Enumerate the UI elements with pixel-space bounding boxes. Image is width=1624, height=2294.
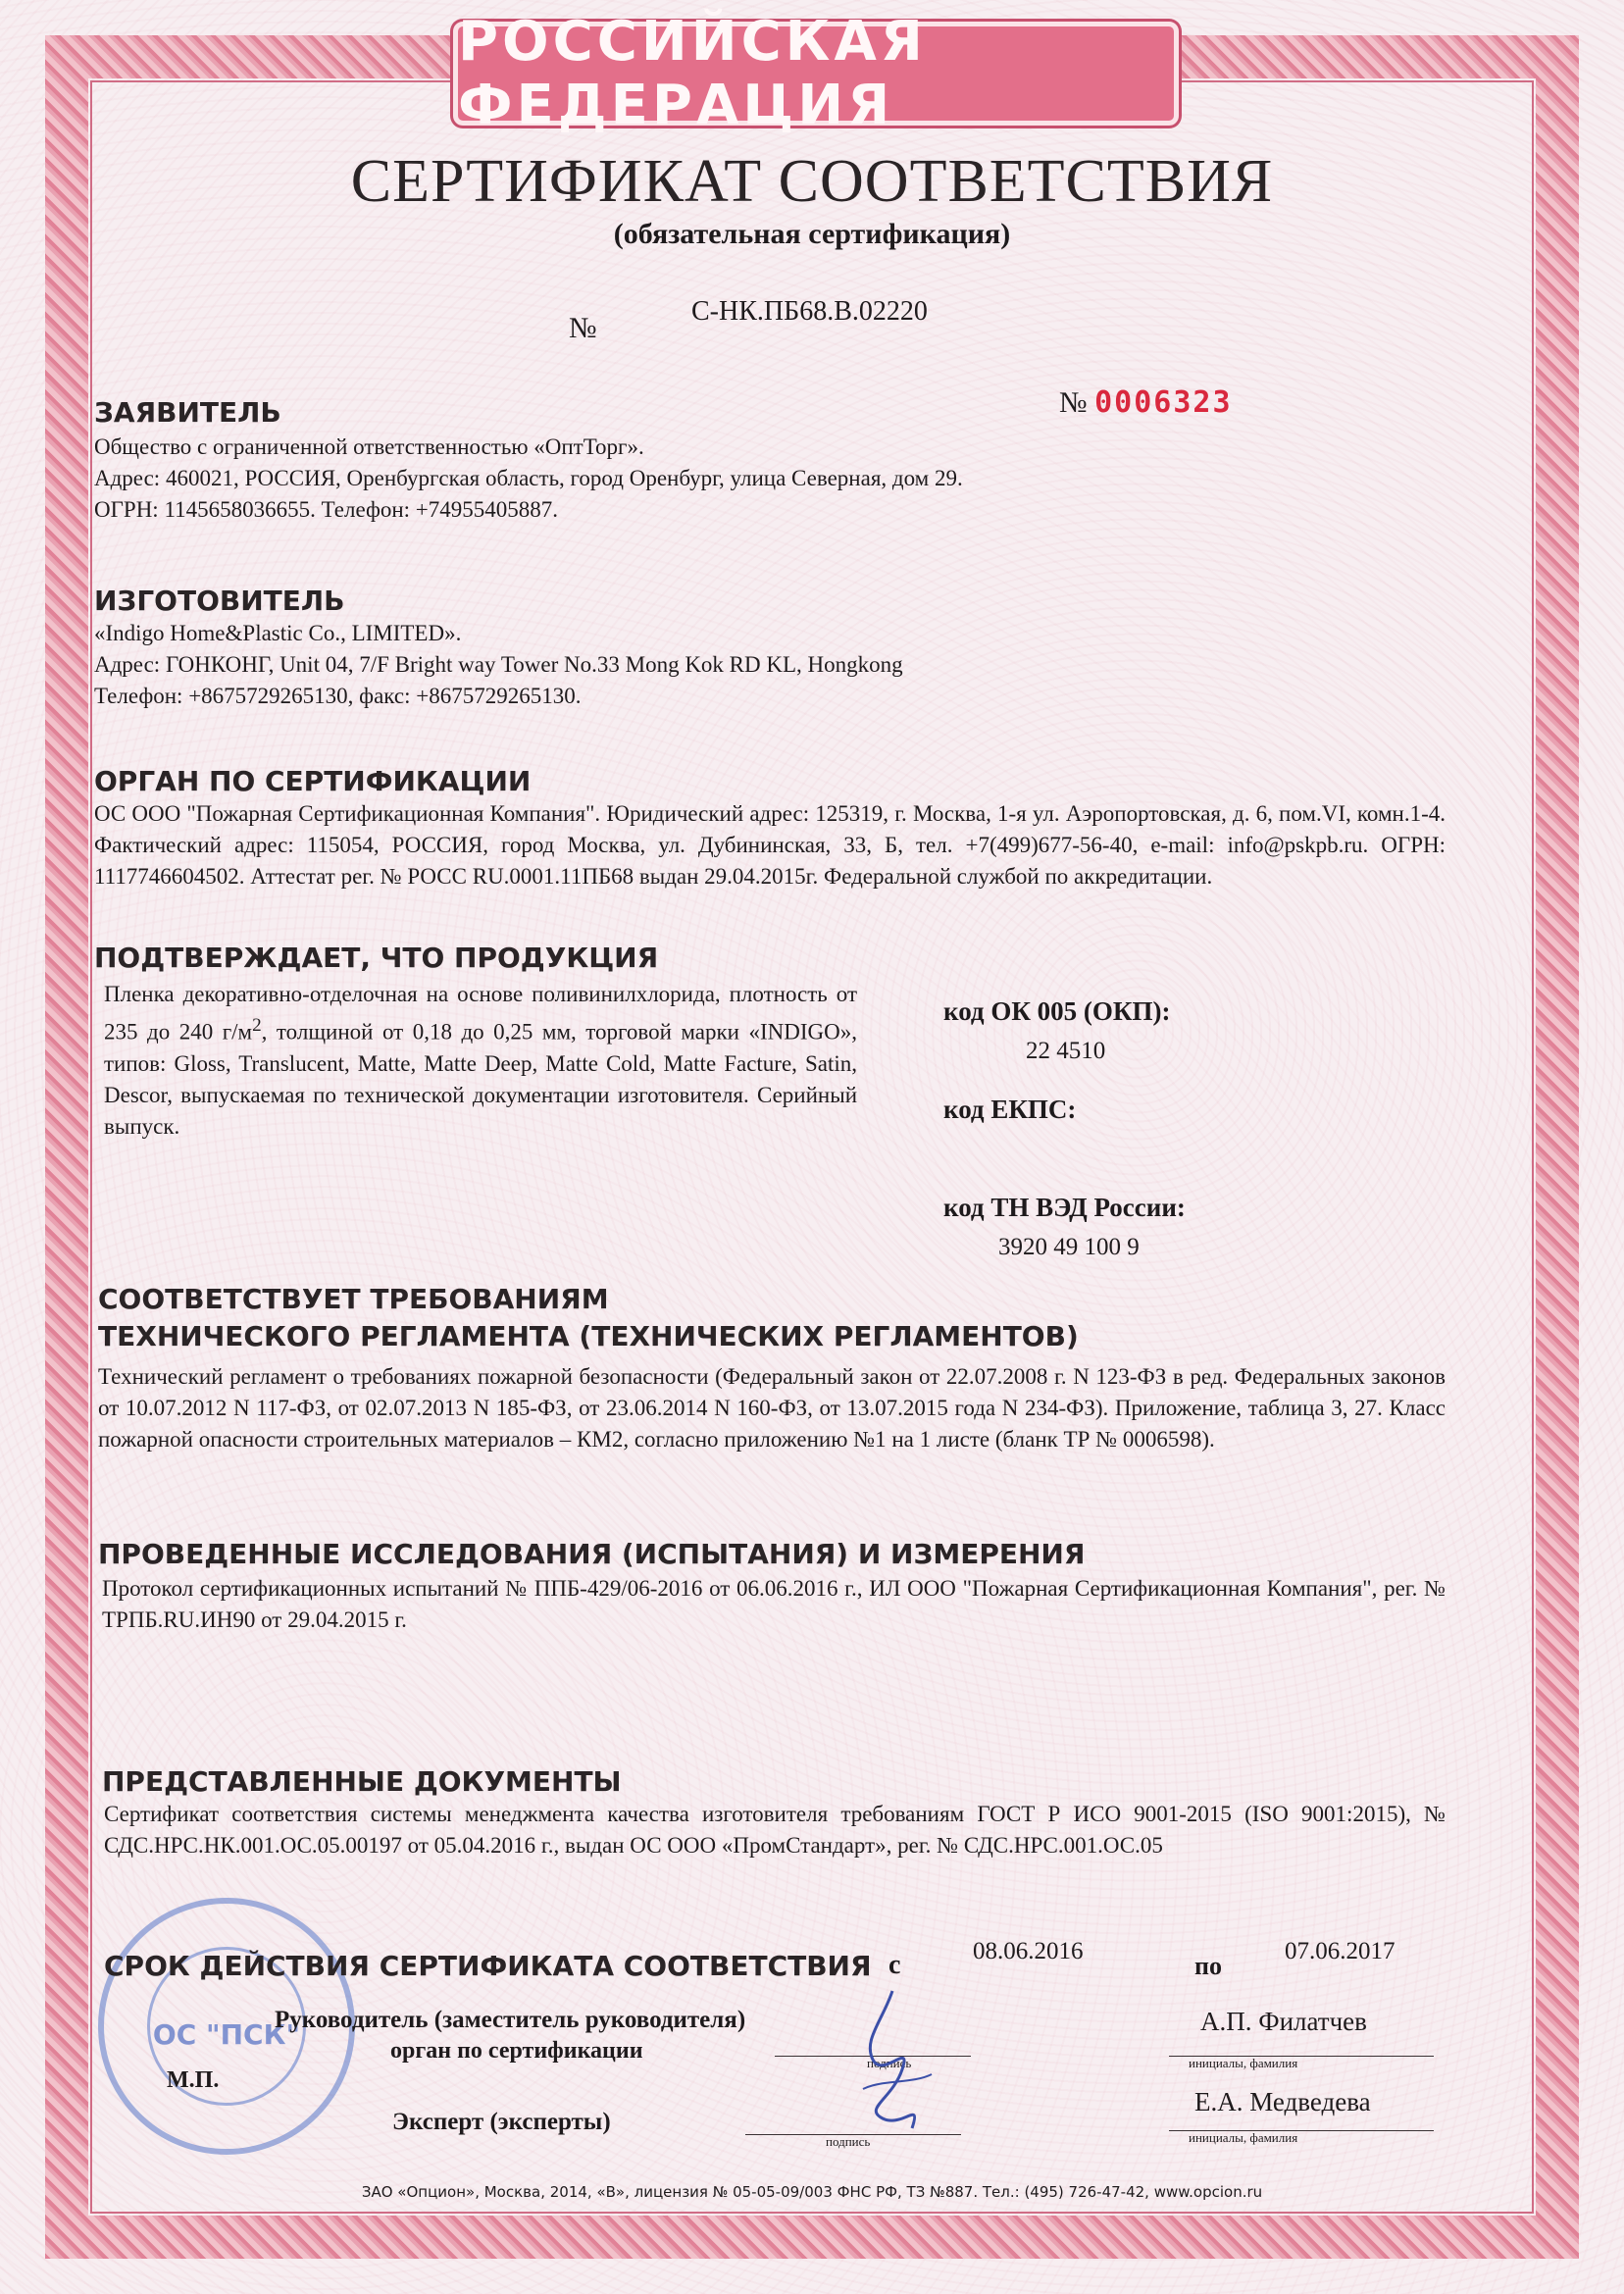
expert-label: Эксперт (эксперты) bbox=[392, 2109, 611, 2135]
applicant-name: Общество с ограниченной ответственностью «ОптТорг». bbox=[94, 434, 644, 459]
manufacturer-address: Адрес: ГОНКОНГ, Unit 04, 7/F Bright way Tower No.33 Mong Kok RD KL, Hongkong bbox=[94, 652, 903, 677]
blank-number-prefix: № bbox=[1059, 386, 1088, 419]
product-heading: ПОДТВЕРЖДАЕТ, ЧТО ПРОДУКЦИЯ bbox=[94, 942, 659, 974]
applicant-address: Адрес: 460021, РОССИЯ, Оренбургская область, город Оренбург, улица Северная, дом 29. bbox=[94, 466, 963, 490]
regulation-heading: ТЕХНИЧЕСКОГО РЕГЛАМЕНТА (ТЕХНИЧЕСКИХ РЕГЛАМЕНТОВ) bbox=[98, 1320, 1079, 1352]
printer-footer: ЗАО «Опцион», Москва, 2014, «В», лицензия № 05-05-09/003 ФНС РФ, ТЗ №887. Тел.: (495) 726-47-42, www.opcion.ru bbox=[361, 2183, 1263, 2201]
certificate-subtitle: (обязательная сертификация) bbox=[613, 218, 1011, 250]
product-text-a: Пленка декоративно-отделочная на основе поливинилхлорида, плотность от 235 до 240 г/м bbox=[104, 982, 857, 1045]
expert-sign-caption: подпись bbox=[826, 2134, 871, 2149]
okp-label: код ОК 005 (ОКП): bbox=[943, 996, 1171, 1026]
certification-body-heading: ОРГАН ПО СЕРТИФИКАЦИИ bbox=[94, 765, 532, 797]
signature-scribble bbox=[824, 1981, 961, 2148]
certification-body-text: ОС ООО "Пожарная Сертификационная Компания". Юридический адрес: 125319, г. Москва, 1-я ул. Аэропортовская, д. 6, пом.VI, комн.1-4. Фактический адрес: 115054, РОССИЯ, город Москва, ул. Дубининская, 33, Б, тел. +7(499)677-56-40, e-mail: info@pskpb.ru. ОГРН: 1117746604502. Аттестат рег. № РОСС RU.0001.11ПБ68 выдан 29.04.2015г. Федеральной службой по аккредитации. bbox=[94, 801, 1446, 889]
documents-heading: ПРЕДСТАВЛЕННЫЕ ДОКУМЕНТЫ bbox=[102, 1765, 622, 1798]
requirements-heading: СООТВЕТСТВУЕТ ТРЕБОВАНИЯМ bbox=[98, 1283, 609, 1315]
validity-heading: СРОК ДЕЙСТВИЯ СЕРТИФИКАТА СООТВЕТСТВИЯ bbox=[104, 1950, 872, 1982]
manufacturer-heading: ИЗГОТОВИТЕЛЬ bbox=[94, 585, 345, 617]
validity-from-label: с bbox=[888, 1950, 901, 1980]
head-sign-caption: подпись bbox=[867, 2056, 912, 2070]
tnved-value: 3920 49 100 9 bbox=[998, 1234, 1140, 1260]
tnved-label: код ТН ВЭД России: bbox=[943, 1193, 1186, 1222]
validity-from-date: 08.06.2016 bbox=[973, 1938, 1084, 1964]
blank-number bbox=[1059, 385, 1233, 420]
validity-to-date: 07.06.2017 bbox=[1285, 1938, 1396, 1964]
certificate-title: СЕРТИФИКАТ СООТВЕТСТВИЯ bbox=[350, 148, 1274, 215]
stamp-text: ОС "ПСК" bbox=[152, 2018, 301, 2051]
certification-body-label: орган по сертификации bbox=[390, 2038, 643, 2064]
okp-value: 22 4510 bbox=[1026, 1038, 1106, 1064]
expert-name-caption: инициалы, фамилия bbox=[1189, 2130, 1298, 2145]
applicant-block bbox=[94, 432, 1447, 526]
requirements-text: Технический регламент о требованиях пожарной безопасности (Федеральный закон от 22.07.2008 г. N 123-ФЗ в ред. Федеральных законов от 10.07.2012 N 117-ФЗ, от 02.07.2013 N 185-ФЗ, от 23.06.2014 N 160-ФЗ, от 13.07.2015 года N 234-ФЗ). Приложение, таблица 3, 27. Класс пожарной опасности строительных материалов – КМ2, согласно приложению №1 на 1 листе (бланк ТР № 0006598). bbox=[98, 1364, 1446, 1452]
ekps-label: код ЕКПС: bbox=[943, 1095, 1077, 1124]
certificate-number: С-НК.ПБ68.В.02220 bbox=[691, 296, 928, 327]
documents-text: Сертификат соответствия системы менеджмента качества изготовителя требованиям ГОСТ Р ИСО 9001-2015 (ISO 9001:2015), № СДС.НРС.НК.001.ОС.05.00197 от 05.04.2016 г., выдан ОС ООО «ПромСтандарт», рег. № СДС.НРС.001.ОС.05 bbox=[104, 1802, 1446, 1858]
manufacturer-name: «Indigo Home&Plastic Co., LIMITED». bbox=[94, 621, 462, 645]
product-unit-sup: 2 bbox=[252, 1015, 262, 1036]
number-sign: № bbox=[569, 312, 597, 344]
head-name-caption: инициалы, фамилия bbox=[1189, 2056, 1298, 2070]
tests-heading: ПРОВЕДЕННЫЕ ИССЛЕДОВАНИЯ (ИСПЫТАНИЯ) И ИЗМЕРЕНИЯ bbox=[98, 1538, 1086, 1570]
product-text-b: , толщиной от 0,18 до 0,25 мм, торговой марки «INDIGO», типов: Gloss, Translucent, Matte, Matte Deep, Matte Cold, Matte Facture, Satin, Descor, выпускаемая по технической документации изготовителя. Серийный выпуск. bbox=[104, 1019, 857, 1139]
country-banner bbox=[453, 10, 1179, 137]
head-name: А.П. Филатчев bbox=[1200, 2007, 1367, 2036]
banner-text: РОССИЙСКАЯ ФЕДЕРАЦИЯ bbox=[458, 10, 927, 137]
blank-number-value: 0006323 bbox=[1094, 385, 1233, 420]
product-description bbox=[104, 979, 857, 1143]
tests-text: Протокол сертификационных испытаний № ППБ-429/06-2016 от 06.06.2016 г., ИЛ ООО "Пожарная Сертификационная Компания", рег. № ТРПБ.RU.ИН90 от 29.04.2015 г. bbox=[102, 1576, 1446, 1632]
manufacturer-block bbox=[94, 618, 1447, 712]
inner-border-line bbox=[90, 80, 1534, 2214]
stamp-place-mark: М.П. bbox=[167, 2067, 220, 2093]
expert-name: Е.А. Медведева bbox=[1194, 2087, 1371, 2116]
applicant-heading: ЗАЯВИТЕЛЬ bbox=[94, 396, 281, 429]
head-label: Руководитель (заместитель руководителя) bbox=[275, 2007, 746, 2033]
applicant-ogrn: ОГРН: 1145658036655. Телефон: +74955405887. bbox=[94, 497, 559, 522]
manufacturer-phone: Телефон: +8675729265130, факс: +8675729265130. bbox=[94, 684, 582, 708]
validity-to-label: по bbox=[1194, 1952, 1222, 1980]
